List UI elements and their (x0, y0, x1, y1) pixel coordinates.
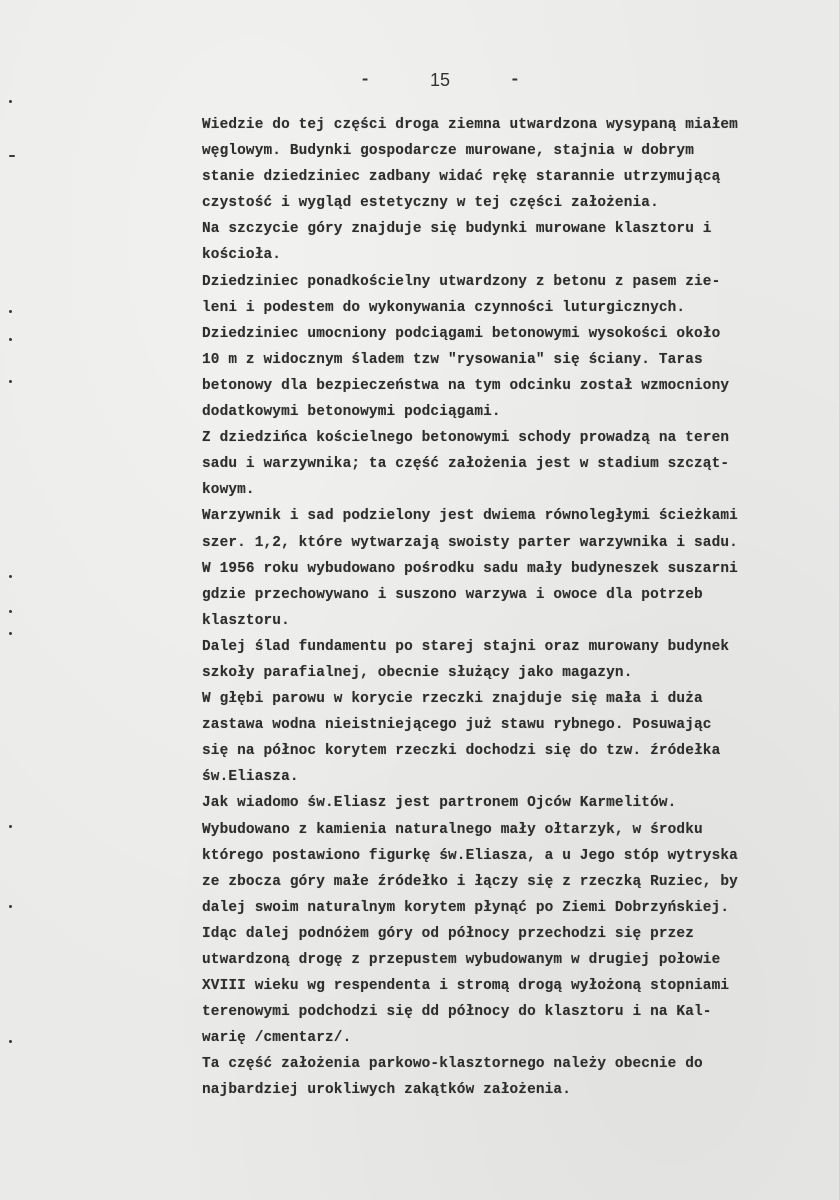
text-line: dodatkowymi betonowymi podciągami. (202, 404, 501, 421)
text-line: szkoły parafialnej, obecnie służący jako magazyn. (202, 664, 633, 681)
text-line: ze zbocza góry małe źródełko i łączy się z rzeczką Ruziec, by (202, 873, 738, 890)
text-line: szer. 1,2, które wytwarzają swoisty parter warzywnika i sadu. (202, 534, 738, 551)
text-line: kowym. (202, 482, 255, 499)
text-line: Jak wiadomo św.Eliasz jest partronem Ojców Karmelitów. (202, 795, 677, 812)
margin-speck (9, 100, 12, 103)
text-line: 10 m z widocznym śladem tzw "rysowania" się ściany. Taras (202, 351, 703, 368)
text-line: betonowy dla bezpieczeństwa na tym odcinku został wzmocniony (202, 377, 730, 394)
margin-speck (9, 905, 12, 908)
page-number-dash-right: - (509, 70, 520, 90)
text-line: leni i podestem do wykonywania czynności luturgicznych. (202, 299, 686, 316)
text-line: Wiedzie do tej części droga ziemna utwardzona wysypaną miałem (202, 117, 738, 133)
text-line: się na północ korytem rzeczki dochodzi się do tzw. źródełka (202, 743, 721, 760)
text-line: Ta część założenia parkowo-klasztornego należy obecnie do (202, 1056, 703, 1073)
text-line: zastawa wodna nieistniejącego już stawu rybnego. Posuwając (202, 717, 712, 734)
text-line: terenowymi podchodzi się dd północy do klasztoru i na Kal- (202, 1004, 712, 1021)
margin-speck (9, 825, 12, 828)
text-line: Warzywnik i sad podzielony jest dwiema równoległymi ścieżkami (202, 508, 738, 525)
text-line: dalej swoim naturalnym korytem płynąć po Ziemi Dobrzyńskiej. (202, 899, 730, 916)
margin-speck (9, 610, 12, 613)
text-line: Wybudowano z kamienia naturalnego mały ołtarzyk, w środku (202, 821, 703, 838)
text-line: Idąc dalej podnóżem góry od północy przechodzi się przez (202, 925, 695, 942)
text-line: Z dziedzińca kościelnego betonowymi schody prowadzą na teren (202, 430, 730, 447)
margin-speck (9, 310, 12, 313)
text-line: kościoła. (202, 247, 282, 264)
text-line: najbardziej urokliwych zakątków założenia. (202, 1082, 572, 1099)
text-line: Dziedziniec umocniony podciągami betonowymi wysokości około (202, 325, 721, 342)
page-number-value: 15 (429, 69, 451, 90)
text-line: sadu i warzywnika; ta część założenia jest w stadium szcząt- (202, 456, 730, 473)
text-line: św.Eliasza. (202, 769, 299, 786)
text-line: węglowym. Budynki gospodarcze murowane, stajnia w dobrym (202, 143, 695, 160)
margin-speck (9, 155, 15, 157)
margin-speck (9, 575, 12, 578)
text-line: Dalej ślad fundamentu po starej stajni oraz murowany budynek (202, 638, 730, 655)
text-line: czystość i wygląd estetyczny w tej części założenia. (202, 195, 659, 212)
margin-speck (9, 1040, 12, 1043)
text-line: stanie dziedziniec zadbany widać rękę starannie utrzymującą (202, 169, 721, 186)
text-line: W głębi parowu w korycie rzeczki znajduje się mała i duża (202, 691, 703, 708)
text-line: Na szczycie góry znajduje się budynki murowane klasztoru i (202, 221, 712, 238)
text-line: którego postawiono figurkę św.Eliasza, a u Jego stóp wytryska (202, 847, 738, 864)
text-line: W 1956 roku wybudowano pośrodku sadu mały budyneszek suszarni (202, 560, 738, 577)
margin-speck (9, 338, 12, 341)
page-number-dash-left: - (360, 70, 371, 90)
text-line: Dziedziniec ponadkościelny utwardzony z betonu z pasem zie- (202, 273, 721, 290)
page-number (360, 70, 520, 90)
margin-speck (9, 380, 12, 383)
text-line: warię /cmentarz/. (202, 1030, 352, 1047)
text-line: gdzie przechowywano i suszono warzywa i owoce dla potrzeb (202, 586, 703, 603)
document-text (202, 112, 832, 1104)
text-line: XVIII wieku wg respendenta i stromą drogą wyłożoną stopniami (202, 978, 730, 995)
text-line: klasztoru. (202, 612, 290, 629)
text-line: utwardzoną drogę z przepustem wybudowanym w drugiej połowie (202, 952, 721, 968)
margin-speck (9, 632, 12, 635)
